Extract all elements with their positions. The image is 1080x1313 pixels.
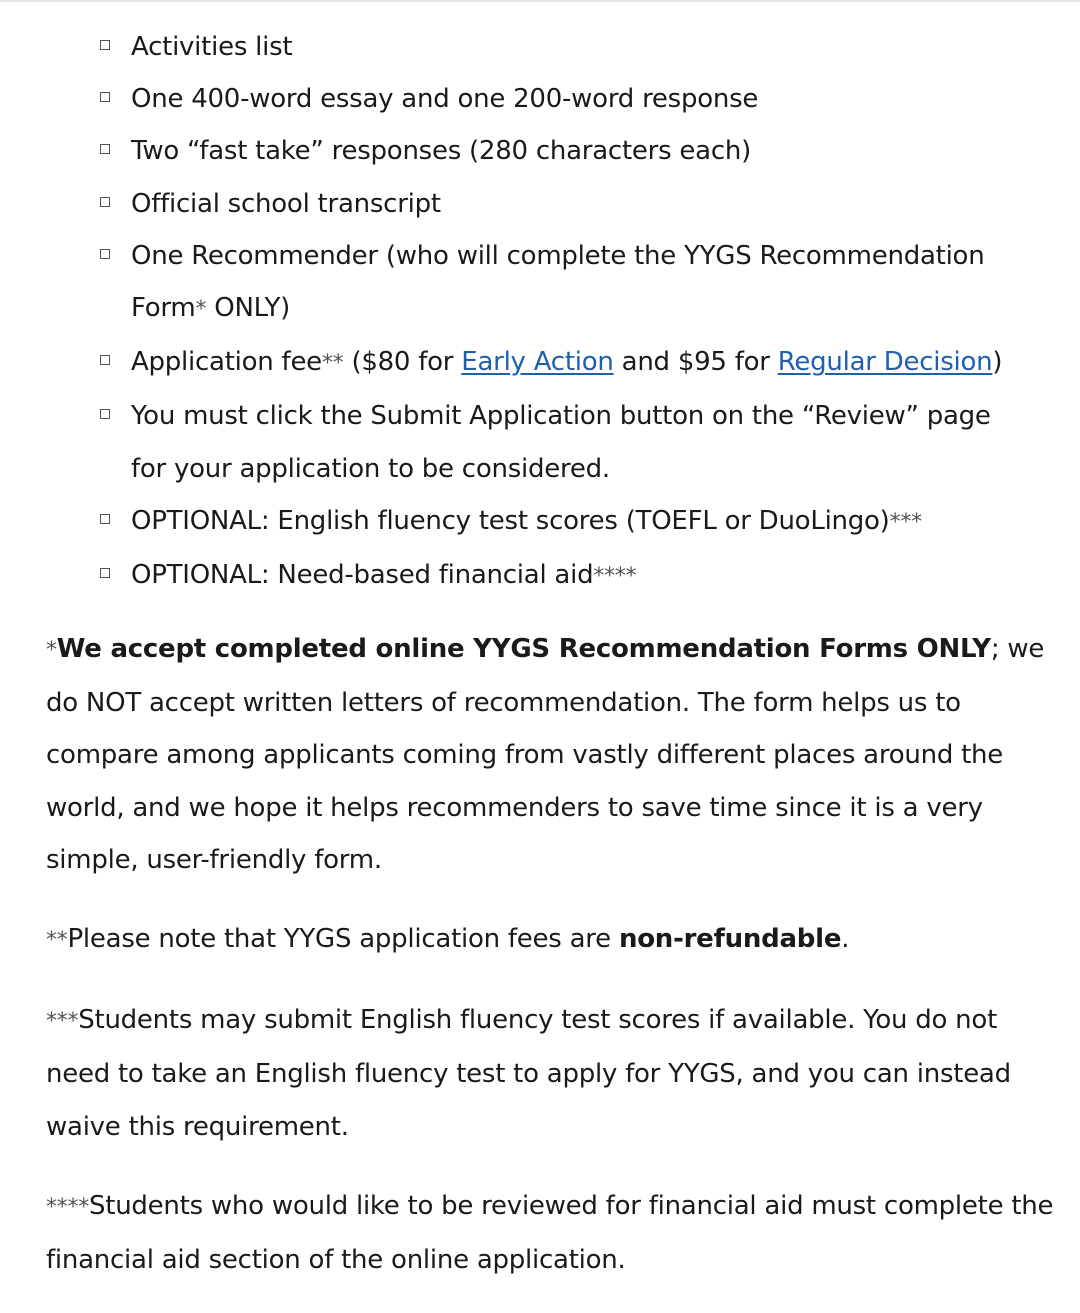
checklist-item-text: ) [992,347,1003,378]
checkbox-icon [100,568,110,578]
checkbox-icon [100,355,110,365]
early-action-link[interactable]: Early Action [461,347,614,378]
checklist-item-text: OPTIONAL: English fluency test scores (TOEFL or DuoLingo) [131,505,890,536]
checklist-item-submit [98,390,1073,494]
checklist-item-fast-take [98,125,1073,177]
checklist-item-text-line1: You must click the Submit Application button on the “Review” page [131,401,991,432]
checkbox-icon [100,249,110,259]
checklist-item-text-line2-end: ONLY) [206,293,290,324]
checklist-item-text: OPTIONAL: Need-based financial aid [131,560,594,591]
checklist-item-transcript [98,178,1073,230]
footnote-marker: **** [46,1194,89,1220]
footnote-text: ; we do NOT accept written letters of recommendation. The form helps us to compare among applicants coming from vastly different places around the world, and we hope it helps recommenders to save time since it is a very simple, user-friendly form. [46,634,1045,875]
checklist-item-text: and $95 for [613,347,778,378]
footnote-recommendation [46,623,1066,886]
checklist-item-text: Application fee [131,347,322,378]
checklist-item-text-line2: for your application to be considered. [131,453,610,484]
footnote-text: Students who would like to be reviewed for financial aid must complete the financial aid section of the online application. [46,1190,1054,1276]
checkbox-icon [100,92,110,102]
top-divider [0,0,1080,2]
checkbox-icon [100,514,110,524]
checklist-item-text-line1: One Recommender (who will complete the YYGS Recommendation [131,240,985,271]
checklist-item-activities [98,21,1073,73]
checkbox-icon [100,144,110,154]
footnote-marker: ** [321,351,344,377]
regular-decision-link[interactable]: Regular Decision [777,347,993,378]
footnote-marker: *** [889,509,922,535]
checklist-item-recommender [98,230,1073,336]
footnotes-section [46,623,1066,1313]
footnote-marker: *** [46,1009,79,1035]
checklist-item-text: One 400-word essay and one 200-word response [131,84,759,115]
checklist-item-text: Official school transcript [131,188,441,219]
checklist-item-essay [98,73,1073,125]
footnote-financial-aid [46,1180,1066,1286]
footnote-bold-text: We accept completed online YYGS Recommendation Forms ONLY [56,634,991,664]
checklist-item-english-fluency [98,495,1073,549]
checkbox-icon [100,40,110,50]
footnote-text-end: . [841,924,850,955]
checklist-item-financial-aid [98,549,1073,603]
footnote-marker: ** [46,928,68,954]
footnote-text: Please note that YYGS application fees are [67,924,619,955]
requirements-checklist [98,21,1073,603]
footnote-marker: **** [593,564,637,590]
footnote-bold-text: non-refundable [618,924,842,955]
checklist-item-text-line2: Form [131,293,196,324]
checklist-item-text: Activities list [131,32,293,62]
footnote-marker: * [46,638,57,663]
footnote-fees [46,913,1066,967]
checkbox-icon [100,197,110,207]
checklist-item-text: Two “fast take” responses (280 characters each) [131,136,751,167]
checklist-item-application-fee [98,336,1073,390]
footnote-text: Students may submit English fluency test scores if available. You do not need to take an English fluency test to apply for YYGS, and you can instead waive this requirement. [46,1005,1011,1142]
checkbox-icon [100,409,110,419]
footnote-marker: * [195,297,207,323]
footnote-english-fluency [46,994,1066,1153]
checklist-item-text: ($80 for [343,347,462,378]
